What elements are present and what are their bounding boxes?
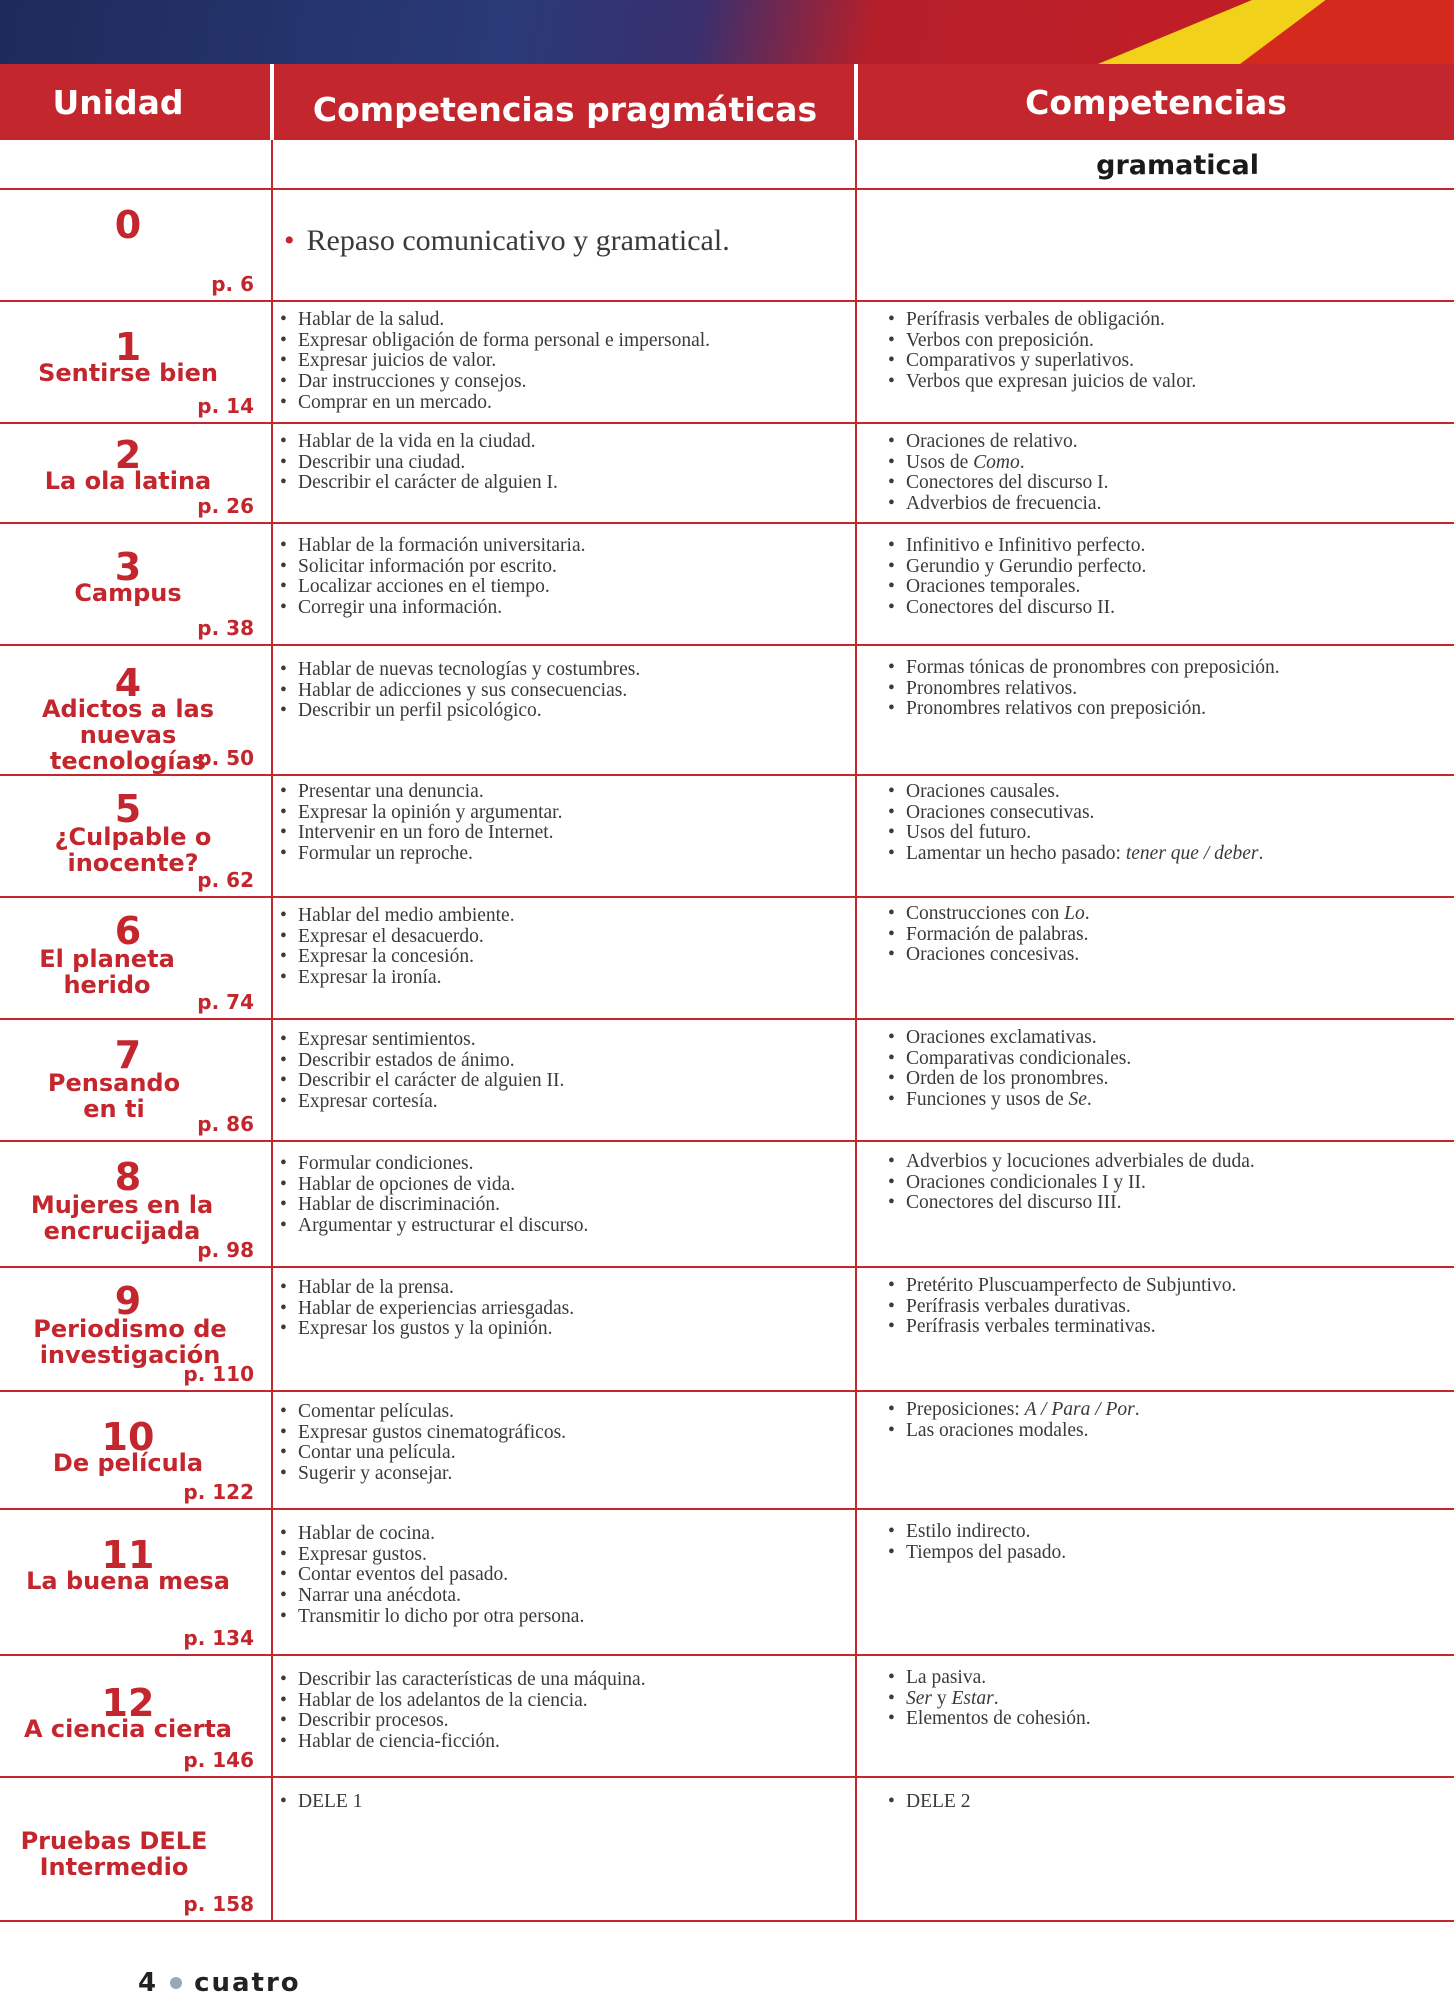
header-competencias: Competencias [1025, 82, 1287, 122]
grammar-item: • Lamentar un hecho pasado: tener que / deber. [888, 844, 1263, 865]
pragmatic-list [280, 1670, 646, 1753]
grammar-item: • Oraciones condicionales I y II. [888, 1173, 1255, 1194]
unit-row-12 [0, 1656, 1454, 1778]
grammar-list [888, 1400, 1140, 1441]
pragmatic-item: • Expresar el desacuerdo. [280, 927, 515, 948]
unit-page: p. 110 [183, 1362, 254, 1386]
grammar-item: • Comparativos y superlativos. [888, 351, 1196, 372]
pragmatic-item: • Expresar juicios de valor. [280, 351, 710, 372]
pragmatic-item: • Localizar acciones en el tiempo. [280, 577, 586, 598]
pragmatic-list [280, 782, 562, 865]
unit-row-9 [0, 1268, 1454, 1392]
grammar-list [888, 432, 1109, 515]
pragmatic-item: • Hablar de experiencias arriesgadas. [280, 1299, 574, 1320]
pragmatic-item: • Hablar de la prensa. [280, 1278, 574, 1299]
pragmatic-item: • Hablar de nuevas tecnologías y costumbres. [280, 660, 640, 681]
unit-cell [0, 524, 272, 644]
pragmatic-item: • Describir estados de ánimo. [280, 1051, 564, 1072]
pragmatic-list [280, 906, 515, 989]
grammar-item: • Gerundio y Gerundio perfecto. [888, 557, 1146, 578]
grammar-item: • Formas tónicas de pronombres con preposición. [888, 658, 1280, 679]
unit-page: p. 146 [183, 1748, 254, 1772]
unit-page: p. 50 [197, 746, 254, 770]
unit-cell [0, 898, 272, 1018]
unit-number: 1 [114, 325, 142, 369]
pragmatic-item: • Comentar películas. [280, 1402, 566, 1423]
pragmatic-item: • Solicitar información por escrito. [280, 557, 586, 578]
grammar-list [888, 1028, 1131, 1111]
unit-number: 6 [114, 909, 142, 953]
pragmatic-item: • Expresar gustos. [280, 1545, 584, 1566]
pragmatic-list [280, 1792, 362, 1813]
pragmatic-item: • Repaso comunicativo y gramatical. [284, 224, 730, 258]
unit-row-8 [0, 1142, 1454, 1268]
unit-page: p. 98 [197, 1238, 254, 1262]
pragmatic-item: • Dar instrucciones y consejos. [280, 372, 710, 393]
grammar-item: • Oraciones de relativo. [888, 432, 1109, 453]
pragmatic-item: • Describir el carácter de alguien II. [280, 1071, 564, 1092]
grammar-item: • Conectores del discurso I. [888, 473, 1109, 494]
unit-page: p. 62 [197, 868, 254, 892]
unit-cell [0, 1656, 272, 1776]
grammar-item: • Formación de palabras. [888, 925, 1090, 946]
unit-row-dele [0, 1778, 1454, 1922]
pragmatic-item: • Corregir una información. [280, 598, 586, 619]
page-footer [138, 1968, 301, 1998]
grammar-italic: A / Para / Por [1024, 1399, 1135, 1420]
unit-name: A ciencia cierta [24, 1715, 232, 1743]
pragmatic-item: • Contar una película. [280, 1443, 566, 1464]
pragmatic-item: • Describir una ciudad. [280, 453, 558, 474]
grammar-list [888, 310, 1196, 393]
unit-name: De película [52, 1449, 204, 1477]
pragmatic-item: • Expresar la opinión y argumentar. [280, 803, 562, 824]
pragmatic-item: • Hablar de la formación universitaria. [280, 536, 586, 557]
grammar-list [888, 658, 1280, 720]
header-unidad: Unidad [52, 82, 184, 122]
grammar-item: • Oraciones concesivas. [888, 945, 1090, 966]
bullet-dot-icon [170, 1977, 182, 1989]
grammar-item: • Perífrasis verbales terminativas. [888, 1317, 1236, 1338]
unit-cell [0, 1268, 272, 1390]
unit-page: p. 6 [211, 272, 254, 296]
grammar-item: • Oraciones causales. [888, 782, 1263, 803]
unit-page: p. 122 [183, 1480, 254, 1504]
pragmatic-list [280, 1278, 574, 1340]
grammar-item: • Comparativas condicionales. [888, 1049, 1131, 1070]
pragmatic-item: • Expresar la ironía. [280, 968, 515, 989]
pragmatic-item: • Hablar de ciencia-ficción. [280, 1732, 646, 1753]
unit-row-2 [0, 424, 1454, 524]
grammar-list [888, 904, 1090, 966]
unit-name: Mujeres en la encrucijada [30, 1191, 214, 1245]
unit-number: 9 [114, 1279, 142, 1323]
unit-row-4 [0, 646, 1454, 776]
unit-name: Pruebas DELE Intermedio [20, 1827, 208, 1881]
pragmatic-item: • Hablar de la vida en la ciudad. [280, 432, 558, 453]
pragmatic-item: • Formular condiciones. [280, 1154, 588, 1175]
pragmatic-item: • Argumentar y estructurar el discurso. [280, 1216, 588, 1237]
grammar-item: • Elementos de cohesión. [888, 1709, 1091, 1730]
unit-cell [0, 1510, 272, 1654]
unit-row-5 [0, 776, 1454, 898]
grammar-list [888, 782, 1263, 865]
unit-number: 12 [101, 1681, 155, 1725]
pragmatic-item: • Describir procesos. [280, 1711, 646, 1732]
grammar-italic: Se [1068, 1089, 1087, 1111]
pragmatic-item: • DELE 1 [280, 1792, 362, 1813]
unit-cell [0, 1778, 272, 1920]
grammar-list [888, 1522, 1066, 1563]
unit-row-11 [0, 1510, 1454, 1656]
grammar-item: • Perífrasis verbales durativas. [888, 1297, 1236, 1318]
pragmatic-item: • Comprar en un mercado. [280, 393, 710, 414]
unit-page: p. 26 [197, 494, 254, 518]
pragmatic-item: • Describir un perfil psicológico. [280, 701, 640, 722]
pragmatic-item: • Presentar una denuncia. [280, 782, 562, 803]
pragmatic-item: • Expresar obligación de forma personal e impersonal. [280, 331, 710, 352]
unit-row-1 [0, 302, 1454, 424]
table-subheader [0, 140, 1454, 190]
pragmatic-item: • Formular un reproche. [280, 844, 562, 865]
unit-name: Campus [74, 579, 182, 607]
pragmatic-item: • Hablar de adicciones y sus consecuencias. [280, 681, 640, 702]
pragmatic-item: • Expresar la concesión. [280, 947, 515, 968]
pragmatic-list [280, 1402, 566, 1485]
pragmatic-item: • Hablar de cocina. [280, 1524, 584, 1545]
header-gramatical: gramatical [1096, 150, 1259, 181]
unit-cell [0, 646, 272, 774]
unit-page: p. 38 [197, 616, 254, 640]
unit-name: El planeta herido [39, 945, 175, 999]
pragmatic-list [280, 310, 710, 414]
pragmatic-list [280, 1524, 584, 1628]
pragmatic-item: • Hablar de los adelantos de la ciencia. [280, 1691, 646, 1712]
pragmatic-item: • Hablar de discriminación. [280, 1195, 588, 1216]
grammar-item: • Conectores del discurso II. [888, 598, 1146, 619]
grammar-list [888, 1152, 1255, 1214]
unit-number: 5 [114, 787, 142, 831]
page-number: 4 [138, 1968, 159, 1998]
pragmatic-list [280, 432, 558, 494]
pragmatic-item: • Describir el carácter de alguien I. [280, 473, 558, 494]
grammar-item: • Oraciones exclamativas. [888, 1028, 1131, 1049]
pragmatic-list [280, 536, 586, 619]
pragmatic-item: • Expresar sentimientos. [280, 1030, 564, 1051]
grammar-list [888, 1792, 970, 1813]
pragmatic-item: • Transmitir lo dicho por otra persona. [280, 1607, 584, 1628]
pragmatic-item: • Hablar de opciones de vida. [280, 1175, 588, 1196]
unit-name: Pensando en ti [47, 1069, 181, 1123]
pragmatic-item: • Contar eventos del pasado. [280, 1565, 584, 1586]
unit-number: 8 [114, 1155, 142, 1199]
unit-number: 2 [114, 433, 142, 477]
unit-name: La ola latina [44, 467, 212, 495]
pragmatic-list [280, 1154, 588, 1237]
pragmatic-list [280, 660, 640, 722]
pragmatic-list [280, 1030, 564, 1113]
grammar-item: • Usos del futuro. [888, 823, 1263, 844]
grammar-item: • Verbos que expresan juicios de valor. [888, 372, 1196, 393]
pragmatic-item: • Expresar gustos cinematográficos. [280, 1423, 566, 1444]
unit-number: 7 [114, 1033, 142, 1077]
grammar-italic: Ser [906, 1687, 932, 1709]
grammar-italic: Lo [1064, 903, 1085, 924]
pragmatic-item: • Narrar una anécdota. [280, 1586, 584, 1607]
grammar-italic: tener que / deber [1125, 843, 1259, 865]
page-word: cuatro [194, 1968, 301, 1998]
pragmatic-item: • Intervenir en un foro de Internet. [280, 823, 562, 844]
unit-number: 11 [101, 1533, 155, 1577]
grammar-item: • Funciones y usos de Se. [888, 1090, 1131, 1111]
grammar-list [888, 536, 1146, 619]
grammar-item: • Orden de los pronombres. [888, 1069, 1131, 1090]
grammar-item: • La pasiva. [888, 1668, 1091, 1689]
unit-cell [0, 190, 272, 300]
grammar-list [888, 1668, 1091, 1730]
unit-name: Periodismo de investigación [33, 1315, 227, 1369]
header-separator [854, 64, 858, 140]
grammar-item: • Oraciones temporales. [888, 577, 1146, 598]
unit-number: 10 [101, 1415, 155, 1459]
grammar-item: • Verbos con preposición. [888, 331, 1196, 352]
grammar-italic: Estar [951, 1687, 994, 1709]
unit-name: Sentirse bien [38, 359, 218, 387]
grammar-item: • Adverbios de frecuencia. [888, 494, 1109, 515]
grammar-item: • Construcciones con Lo. [888, 904, 1090, 925]
unit-page: p. 158 [183, 1892, 254, 1916]
unit-name: ¿Culpable o inocente? [54, 823, 212, 877]
unit-page: p. 86 [197, 1112, 254, 1136]
pragmatic-item: • Sugerir y aconsejar. [280, 1464, 566, 1485]
unit-row-0 [0, 190, 1454, 302]
grammar-item: • Pretérito Pluscuamperfecto de Subjuntivo. [888, 1276, 1236, 1297]
unit-row-7 [0, 1020, 1454, 1142]
grammar-item: • Perífrasis verbales de obligación. [888, 310, 1196, 331]
pragmatic-item: • Describir las características de una máquina. [280, 1670, 646, 1691]
unit-number: 4 [114, 661, 142, 705]
unit-page: p. 134 [183, 1626, 254, 1650]
grammar-list [888, 1276, 1236, 1338]
grammar-item: • Usos de Como. [888, 453, 1109, 474]
top-flag-banner [0, 0, 1454, 64]
unit-name: Adictos a las nuevas tecnologías [41, 695, 215, 775]
grammar-item: • Ser y Estar. [888, 1689, 1091, 1710]
header-competencias-pragmaticas: Competencias pragmáticas [312, 89, 818, 129]
table-header [0, 64, 1454, 140]
unit-row-6 [0, 898, 1454, 1020]
unit-cell [0, 302, 272, 422]
grammar-item: • Las oraciones modales. [888, 1421, 1140, 1442]
grammar-item: • Conectores del discurso III. [888, 1193, 1255, 1214]
unit-row-10 [0, 1392, 1454, 1510]
grammar-item: • Infinitivo e Infinitivo perfecto. [888, 536, 1146, 557]
pragmatic-item: • Expresar cortesía. [280, 1092, 564, 1113]
grammar-item: • Oraciones consecutivas. [888, 803, 1263, 824]
grammar-item: • Adverbios y locuciones adverbiales de duda. [888, 1152, 1255, 1173]
unit-cell [0, 1142, 272, 1266]
unit-page: p. 74 [197, 990, 254, 1014]
grammar-item: • DELE 2 [888, 1792, 970, 1813]
unit-cell [0, 776, 272, 896]
grammar-item: • Tiempos del pasado. [888, 1543, 1066, 1564]
header-separator [270, 64, 274, 140]
pragmatic-item: • Expresar los gustos y la opinión. [280, 1319, 574, 1340]
pragmatic-item: • Hablar de la salud. [280, 310, 710, 331]
unit-cell [0, 424, 272, 522]
unit-number: 3 [114, 545, 142, 589]
unit-cell [0, 1392, 272, 1508]
grammar-item: • Preposiciones: A / Para / Por. [888, 1400, 1140, 1421]
unit-number: 0 [114, 203, 142, 247]
unit-row-3 [0, 524, 1454, 646]
grammar-item: • Pronombres relativos con preposición. [888, 699, 1280, 720]
unit-page: p. 14 [197, 394, 254, 418]
pragmatic-item: • Hablar del medio ambiente. [280, 906, 515, 927]
unit-name: La buena mesa [26, 1567, 230, 1595]
grammar-item: • Estilo indirecto. [888, 1522, 1066, 1543]
unit-cell [0, 1020, 272, 1140]
grammar-item: • Pronombres relativos. [888, 679, 1280, 700]
grammar-italic: Como [973, 451, 1020, 473]
